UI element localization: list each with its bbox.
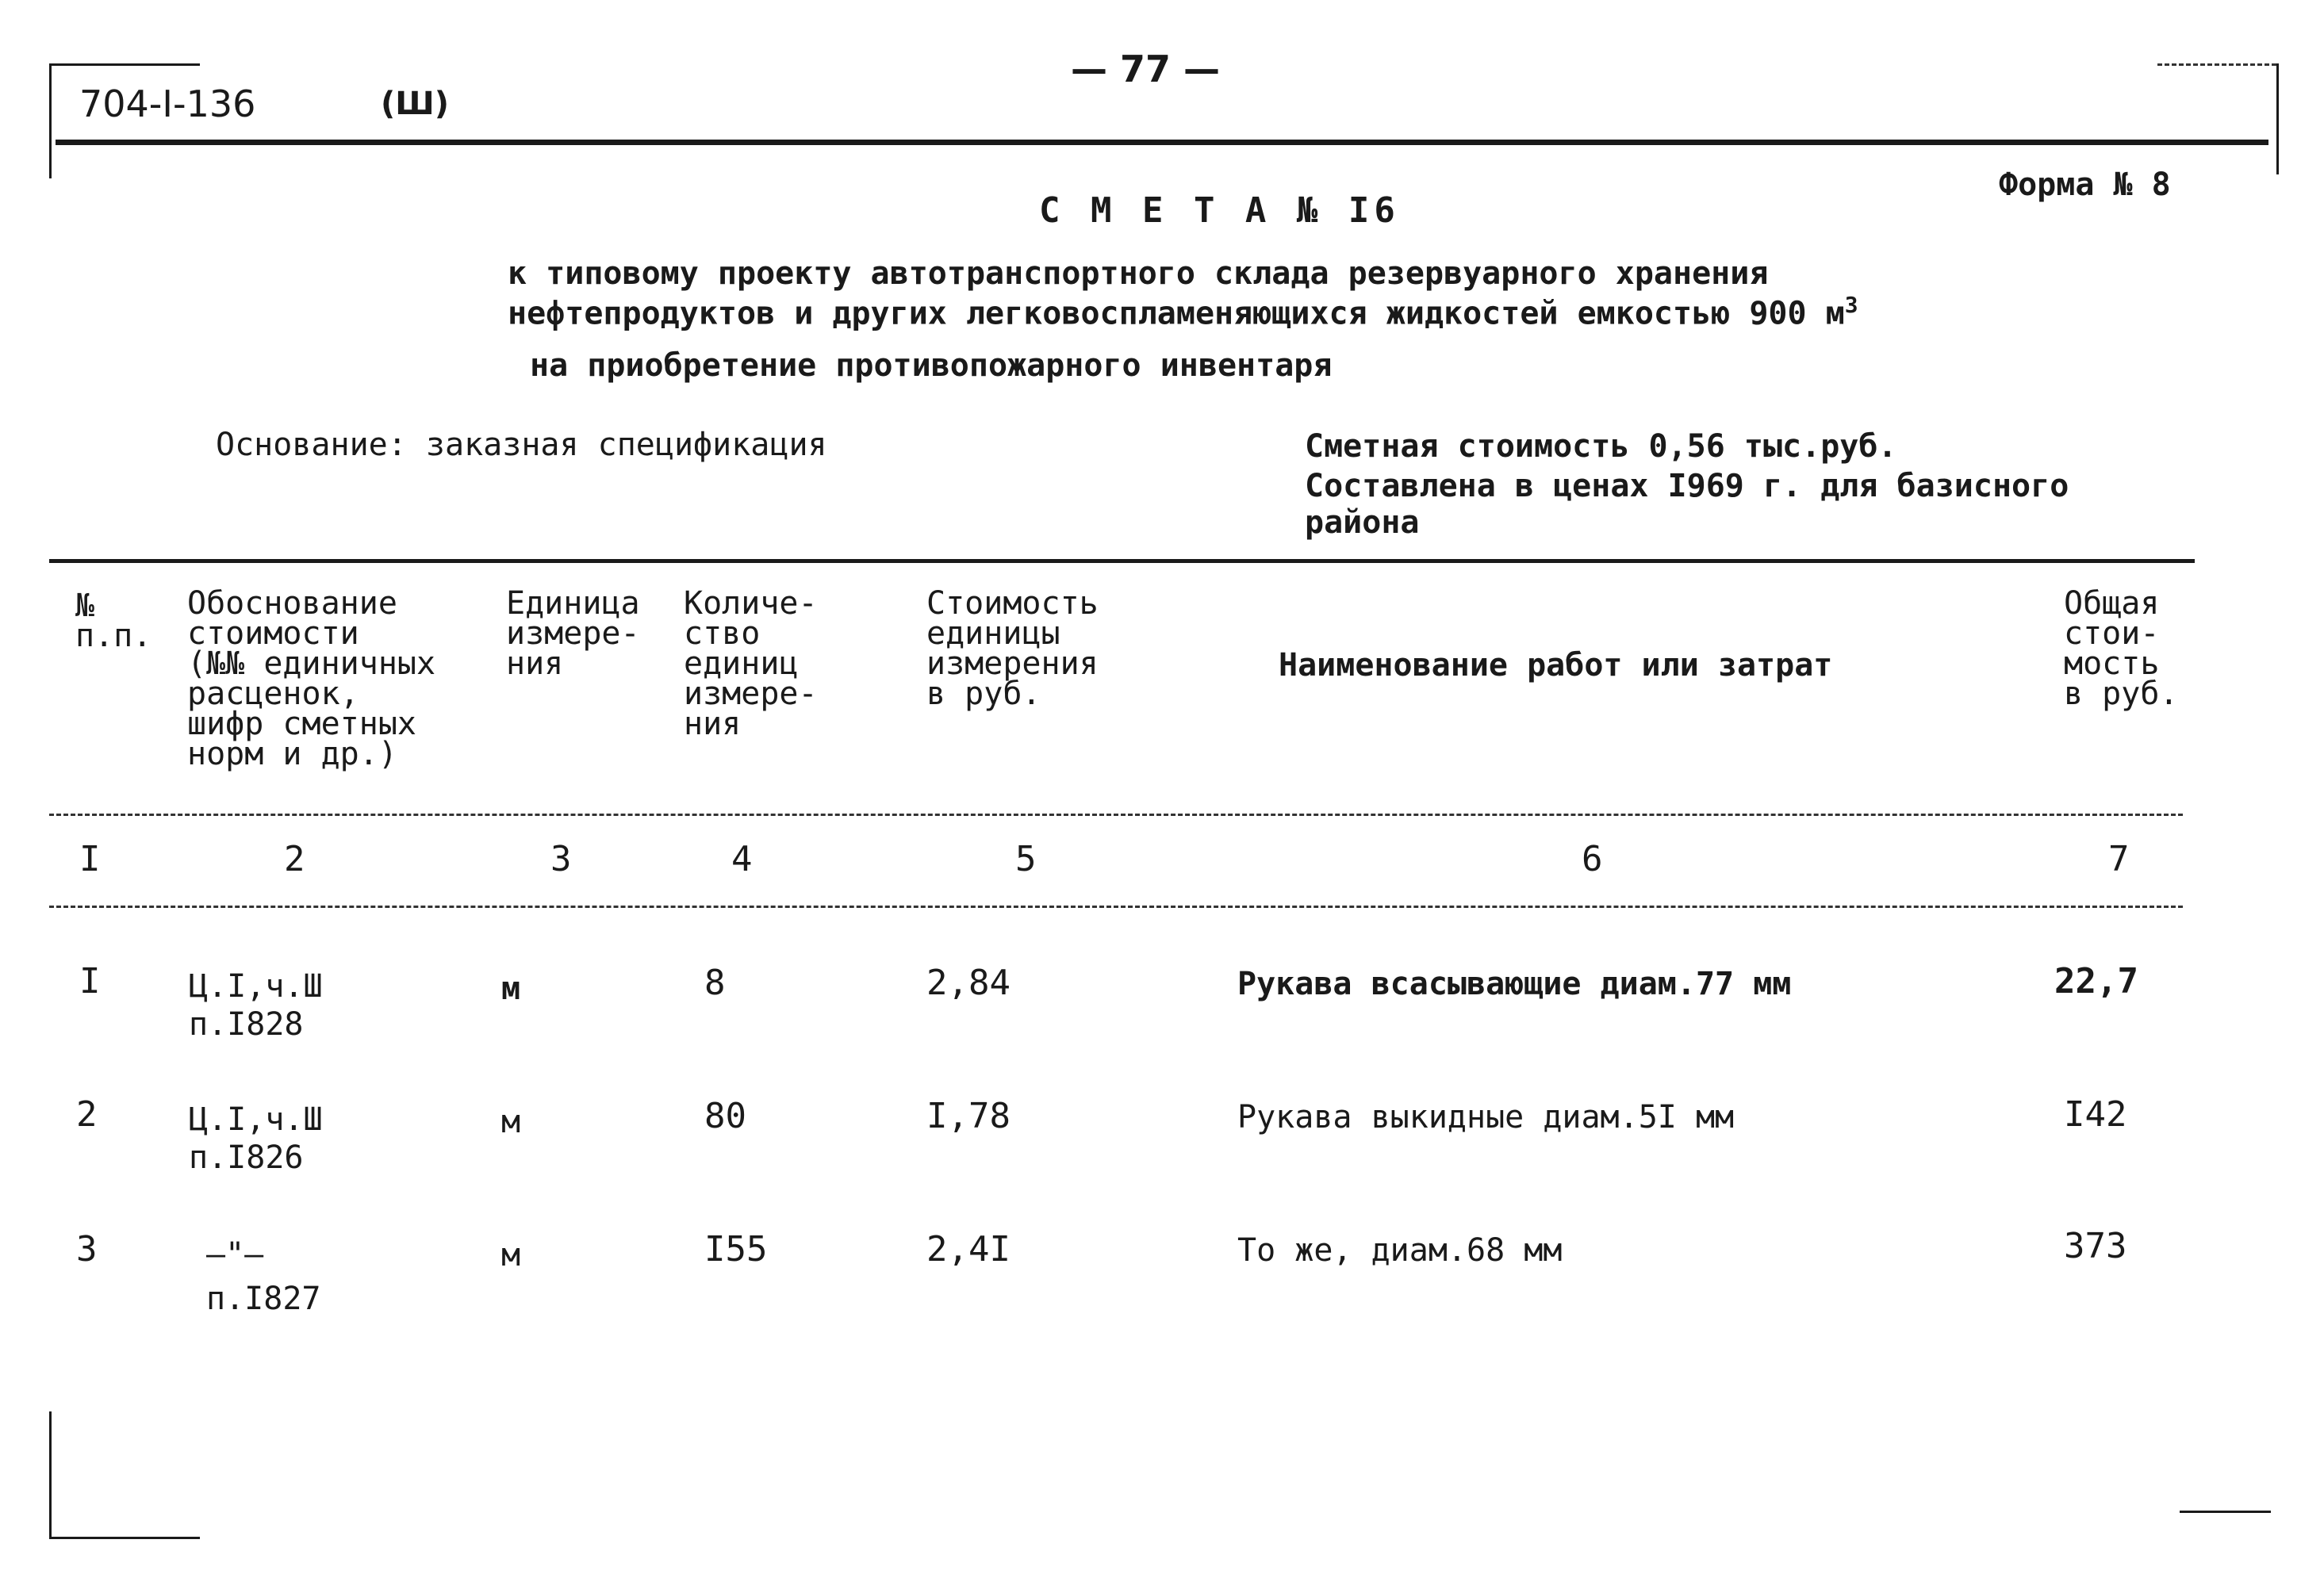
table-top-rule [49, 559, 2195, 563]
frame-right-top-line [2276, 63, 2279, 174]
row-2-total: I42 [2064, 1094, 2127, 1135]
row-2-unit: м [501, 1104, 521, 1140]
row-1-number: I [79, 961, 101, 1001]
col-header-basis: Обоснование стоимости (№№ единичных расценок, шифр сметных норм и др.) [187, 585, 436, 772]
row-2-basis: Ц.I,ч.Ш п.I826 [189, 1101, 323, 1176]
col-number-6: 6 [1582, 839, 1603, 879]
col-header-unit: Единица измере- ния [506, 585, 640, 682]
col-header-number: № п.п. [75, 588, 152, 654]
row-2-quantity: 80 [704, 1096, 746, 1136]
row-2-unit-cost: I,78 [926, 1096, 1011, 1136]
row-3-number: 3 [76, 1229, 98, 1270]
frame-top-left-line [49, 63, 200, 66]
title-line-1: к типовому проекту автотранспортного склада резервуарного хранения [508, 255, 1769, 292]
document-code: 704-I-136 [79, 82, 256, 125]
frame-top-right-dash [2157, 63, 2276, 66]
row-1-unit: м [501, 971, 521, 1007]
col-header-name: Наименование работ или затрат [1279, 647, 1833, 684]
frame-bottom-right-line [2180, 1511, 2271, 1513]
title-line-2-superscript: 3 [1844, 292, 1858, 318]
row-1-name: Рукава всасывающие диам.77 мм [1237, 966, 1792, 1002]
row-1-basis: Ц.I,ч.Ш п.I828 [189, 968, 323, 1043]
row-3-unit-cost: 2,4I [926, 1229, 1011, 1270]
row-3-name: То же, диам.68 мм [1237, 1232, 1563, 1269]
price-basis-line-2: района [1305, 504, 1420, 541]
row-3-total: 373 [2064, 1226, 2127, 1266]
row-2-name: Рукава выкидные диам.5I мм [1237, 1099, 1735, 1136]
frame-left-bottom-line [49, 1411, 52, 1538]
price-basis-line-1: Составлена в ценах I969 г. для базисного [1305, 468, 2069, 504]
estimated-cost: Сметная стоимость 0,56 тыс.руб. [1305, 428, 1897, 465]
frame-left-top-line [49, 63, 52, 178]
title-line-2-text: нефтепродуктов и других легковоспламеняющихся жидкостей емкостью 900 м [508, 295, 1845, 332]
col-header-unit-cost: Стоимость единицы измерения в руб. [926, 585, 1099, 712]
row-1-unit-cost: 2,84 [926, 963, 1011, 1003]
col-header-quantity: Количе- ство единиц измере- ния [684, 585, 818, 742]
row-1-total: 22,7 [2054, 961, 2138, 1001]
page-number: — 77 — [1071, 48, 1221, 90]
frame-bottom-left-line [49, 1537, 200, 1539]
col-number-3: 3 [550, 839, 572, 879]
col-header-total: Общая стои- мость в руб. [2064, 585, 2179, 712]
title-line-3: на приобретение противопожарного инвентаря [530, 347, 1333, 384]
row-2-number: 2 [76, 1094, 98, 1135]
col-number-4: 4 [731, 839, 753, 879]
row-1-quantity: 8 [704, 963, 726, 1003]
col-number-1: I [79, 839, 101, 879]
section-mark: (Ш) [381, 86, 449, 122]
row-3-unit: м [501, 1237, 521, 1273]
row-3-basis: –"– п.I827 [206, 1236, 321, 1317]
document-title: С М Е Т А № I6 [1039, 190, 1400, 231]
row-3-quantity: I55 [704, 1229, 768, 1270]
col-number-2: 2 [284, 839, 305, 879]
title-line-2 [508, 292, 1858, 331]
basis-line: Основание: заказная спецификация [216, 427, 827, 463]
column-numbers-bottom-rule [49, 906, 2183, 908]
col-number-5: 5 [1015, 839, 1037, 879]
header-bottom-rule [49, 814, 2183, 816]
form-label: Форма № 8 [1999, 167, 2171, 203]
col-number-7: 7 [2108, 839, 2130, 879]
header-rule [56, 140, 2268, 145]
